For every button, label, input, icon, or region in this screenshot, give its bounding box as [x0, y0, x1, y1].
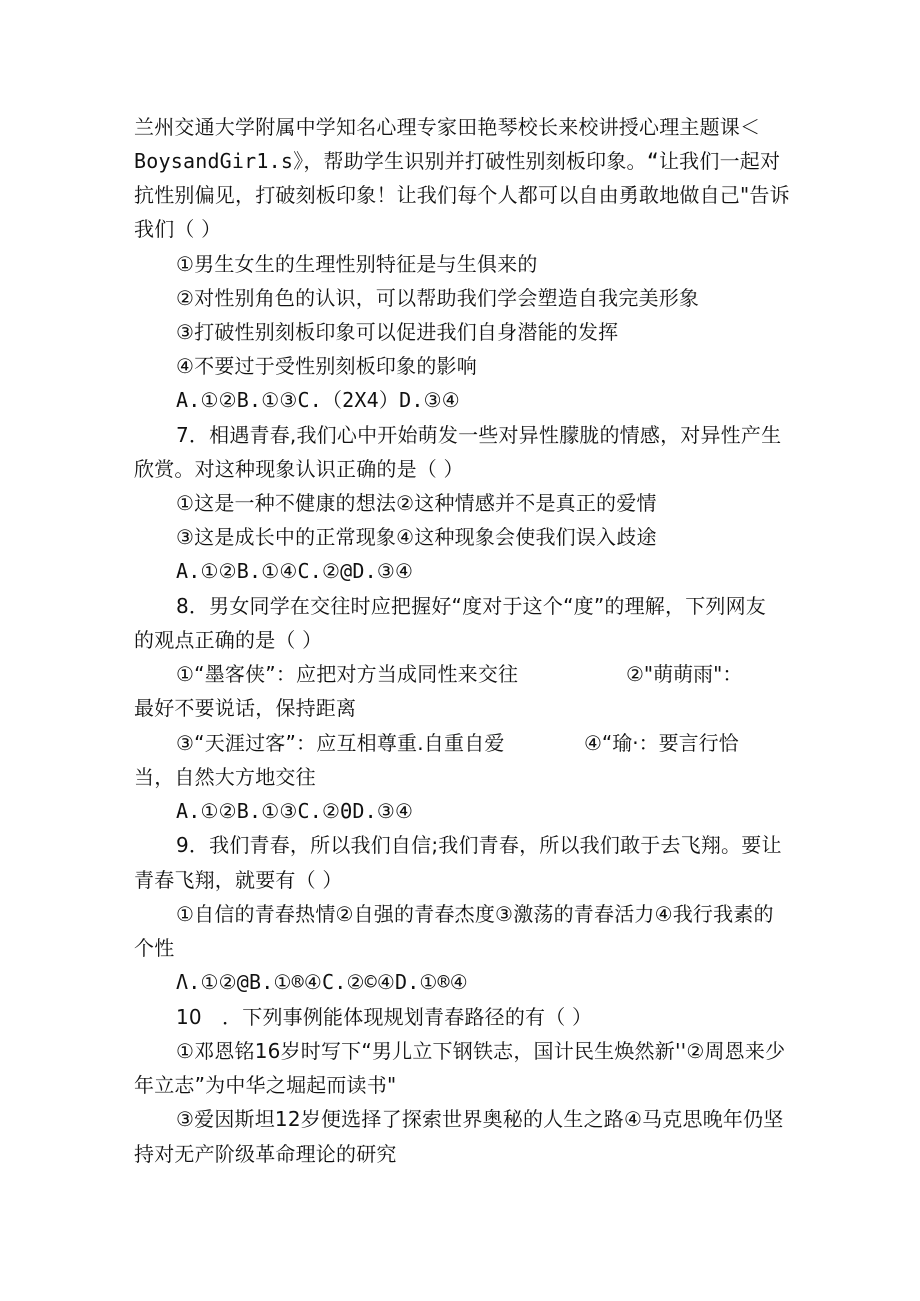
q6-statement-1: ①男生女生的生理性别特征是与生俱来的: [176, 252, 538, 276]
q9-options: Λ.①②@B.①®④C.②©④D.①®④: [176, 970, 468, 994]
q8-stem-line-1: 8．男女同学在交往时应把握好“度对于这个“度”的理解，下列网友: [176, 594, 767, 618]
q8-statement-4-start: ④“瑜·：要言行恰: [584, 731, 739, 755]
q9-statement-line-1: ①自信的青春热情②自强的青春杰度③激荡的青春活力④我行我素的: [176, 902, 774, 926]
q7-stem-line-2: 欣赏。对这种现象认识正确的是（ ）: [134, 457, 464, 481]
q7-stem-line-1: 7．相遇青春,我们心中开始萌发一些对异性朦胧的情感，对异性产生: [176, 423, 782, 447]
q6-stem-line-4: 我们（ ）: [134, 217, 222, 241]
q6-options: A.①②B.①③C.（2X4）D.③④: [176, 388, 460, 412]
q6-stem-line-2: BoysandGir1.s》，帮助学生识别并打破性别刻板印象。“让我们一起对: [134, 149, 781, 173]
q8-statement-1: ①“墨客侠”：应把对方当成同性来交往: [176, 662, 519, 686]
q6-statement-2: ②对性别角色的认识，可以帮助我们学会塑造自我完美形象: [176, 286, 700, 310]
q6-stem-line-3: 抗性别偏见，打破刻板印象！让我们每个人都可以自由勇敢地做自己"告诉: [134, 183, 790, 207]
q8-statement-2-end: 最好不要说话，保持距离: [134, 696, 357, 720]
q8-stem-line-2: 的观点正确的是（ ）: [134, 628, 323, 652]
q8-options: A.①②B.①③C.②ΘD.③④: [176, 799, 414, 823]
q10-stem: 10 ．下列事例能体现规划青春路径的有（ ）: [176, 1005, 593, 1029]
q9-stem-line-1: 9．我们青春，所以我们自信;我们青春，所以我们敢于去飞翔。要让: [176, 833, 782, 857]
q10-statement-line-4: 持对无产阶级革命理论的研究: [134, 1142, 397, 1166]
q9-stem-line-2: 青春飞翔，就要有（ ）: [134, 868, 343, 892]
q8-statement-2-start: ②"萌萌雨"：: [626, 662, 743, 686]
q6-stem-line-1: 兰州交通大学附属中学知名心理专家田艳琴校长来校讲授心理主题课＜: [134, 115, 761, 139]
q10-statement-line-1: ①邓恩铭16岁时写下“男儿立下钢铁志，国计民生焕然新''②周恩来少: [176, 1039, 786, 1063]
q8-statement-3: ③“天涯过客”：应互相尊重.自重自爱: [176, 731, 505, 755]
q10-statement-line-2: 年立志”为中华之堀起而读书": [134, 1073, 397, 1097]
q6-statement-3: ③打破性别刻板印象可以促进我们自身潜能的发挥: [176, 320, 619, 344]
q9-statement-line-2: 个性: [134, 936, 175, 960]
q6-statement-4: ④不要过于受性别刻板印象的影响: [176, 354, 477, 378]
q7-statement-2: ③这是成长中的正常现象④这种现象会使我们误入歧途: [176, 525, 657, 549]
q7-statement-1: ①这是一种不健康的想法②这种情感并不是真正的爱情: [176, 491, 657, 515]
q7-options: A.①②B.①④C.②@D.③④: [176, 559, 414, 583]
q8-statement-4-end: 当，自然大方地交往: [134, 765, 316, 789]
q10-statement-line-3: ③爱因斯坦12岁便选择了探索世界奥秘的人生之路④马克思晚年仍坚: [176, 1107, 784, 1131]
